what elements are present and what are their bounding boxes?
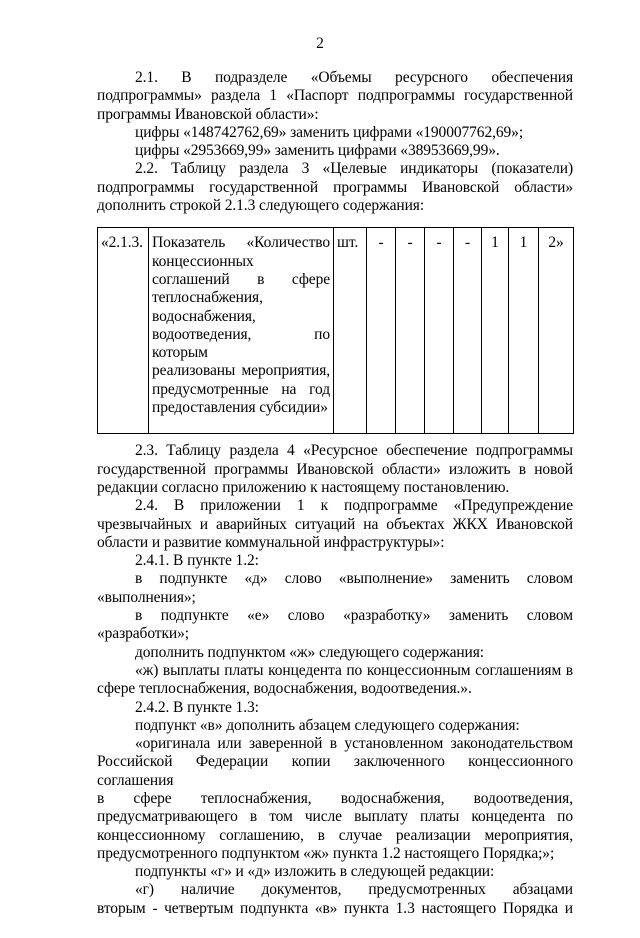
paragraph (97, 552, 573, 570)
value-cell: - (454, 228, 482, 434)
paragraph (97, 699, 573, 717)
row-number-cell: «2.1.3. (98, 228, 149, 434)
value-cell: 1 (509, 228, 539, 434)
text-line: 2.2. Таблицу раздела 3 «Целевые индикаторы (показатели) (135, 160, 573, 178)
paragraph (97, 69, 573, 124)
text-line: 2.4.1. В пункте 1.2: (135, 552, 259, 570)
cell-text-line: водоснабжения, (152, 307, 256, 325)
text-block-bottom (97, 442, 573, 918)
text-line: «разработки»; (97, 625, 189, 643)
paragraph (97, 863, 573, 881)
text-line: концессионному соглашению, в случае реализации мероприятия, (97, 826, 573, 844)
text-line: предусмотренного подпунктом «ж» пункта 1.2 настоящего Порядка;»; (97, 844, 555, 862)
paragraph (97, 717, 573, 735)
text-line: цифры «148742762,69» заменить цифрами «190007762,69»; (135, 123, 524, 141)
cell-text-line: Показатель «Количество (152, 234, 330, 252)
text-line: «ж) выплаты платы концедента по концессионным соглашениям в (135, 661, 573, 679)
value-cell: 2» (539, 228, 574, 434)
text-line: подпункт «в» дополнить абзацем следующего содержания: (135, 716, 520, 734)
paragraph (97, 644, 573, 662)
value-cell: - (425, 228, 454, 434)
paragraph (97, 160, 573, 215)
text-line: «г) наличие документов, предусмотренных абзацами (135, 881, 573, 899)
paragraph (97, 497, 573, 552)
text-line: чрезвычайных и аварийных ситуаций на объектах ЖКХ Ивановской (97, 515, 573, 533)
text-line: дополнить подпунктом «ж» следующего содержания: (135, 643, 484, 661)
text-line: подпункты «г» и «д» изложить в следующей редакции: (135, 863, 495, 881)
paragraph (97, 735, 573, 863)
text-line: в подпункте «е» слово «разработку» заменить словом (135, 607, 573, 625)
text-line: «выполнения»; (97, 588, 196, 606)
text-line: вторым - четвертым подпункта «в» пункта 1.3 настоящего Порядка и (97, 899, 573, 917)
value-cell: - (396, 228, 425, 434)
text-line: сфере теплоснабжения, водоснабжения, водоотведения.». (97, 680, 472, 698)
cell-text-line: теплоснабжения, (152, 289, 263, 307)
text-line: цифры «2953669,99» заменить цифрами «38953669,99». (135, 142, 500, 160)
text-line: в сфере теплоснабжения, водоснабжения, водоотведения, (97, 789, 573, 807)
text-line: 2.4.2. В пункте 1.3: (135, 698, 259, 716)
cell-text-line: водоотведения, по которым (152, 325, 330, 362)
indicator-table (97, 227, 574, 434)
text-line: редакции согласно приложению к настоящему постановлению. (97, 478, 510, 496)
cell-text-line: предусмотренные на год (152, 380, 330, 398)
paragraph (97, 142, 573, 160)
text-line: подпрограммы» раздела 1 «Паспорт подпрограммы государственной (97, 87, 573, 105)
paragraph (97, 662, 573, 699)
text-line: подпрограммы государственной программы Ивановской области» (97, 178, 573, 196)
text-line: предусматривающего в том числе выплату платы концедента по (97, 808, 573, 826)
value-cell: 1 (482, 228, 509, 434)
text-line: государственной программы Ивановской области» изложить в новой (97, 460, 573, 478)
text-line: 2.1. В подразделе «Объемы ресурсного обеспечения (135, 69, 573, 86)
text-line: дополнить строкой 2.1.3 следующего содержания: (97, 197, 425, 215)
table-row (98, 228, 574, 434)
text-line: 2.3. Таблицу раздела 4 «Ресурсное обеспечение подпрограммы (135, 442, 573, 460)
cell-text-line: концессионных (152, 252, 254, 270)
cell-text-line: соглашений в сфере (152, 270, 330, 288)
paragraph (97, 570, 573, 607)
text-line: «оригинала или заверенной в установленном законодательством (135, 735, 573, 753)
paragraph (97, 607, 573, 644)
unit-cell: шт. (334, 228, 367, 434)
text-line: в подпункте «д» слово «выполнение» заменить словом (135, 570, 573, 588)
text-line: программы Ивановской области»: (97, 105, 319, 123)
text-line: Российской Федерации копии заключенного концессионного соглашения (97, 753, 573, 789)
indicator-description-cell (149, 228, 334, 434)
value-cell: - (367, 228, 396, 434)
text-line: области и развитие коммунальной инфраструктуры»: (97, 533, 445, 551)
text-line: 2.4. В приложении 1 к подпрограмме «Предупреждение (135, 497, 573, 515)
cell-text-line: реализованы мероприятия, (152, 362, 330, 380)
page-number: 2 (316, 35, 324, 52)
paragraph (97, 881, 573, 918)
paragraph (97, 124, 573, 142)
text-block-top (97, 69, 573, 215)
cell-text-line: предоставления субсидии» (152, 399, 328, 417)
paragraph (97, 442, 573, 497)
